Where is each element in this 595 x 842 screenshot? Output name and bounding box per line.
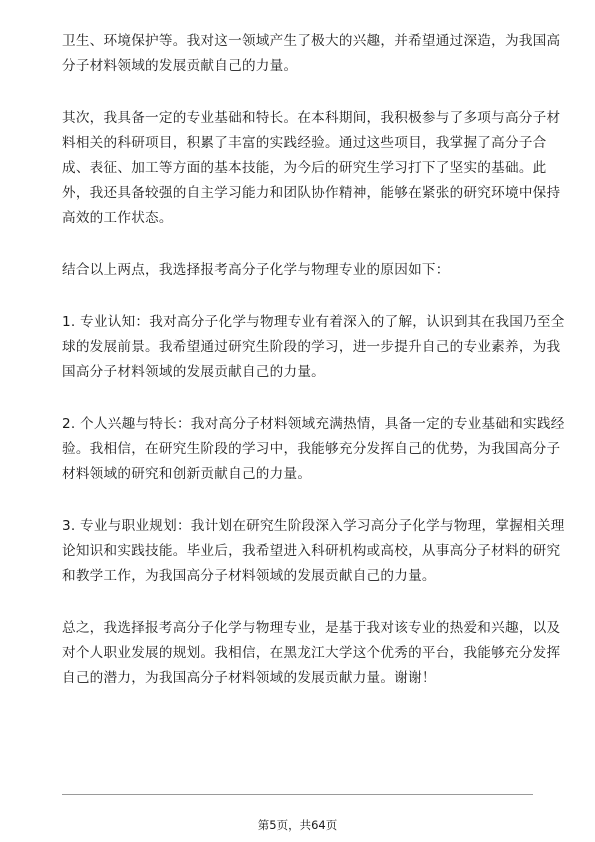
paragraph-3	[62, 258, 542, 283]
paragraph-4	[62, 310, 565, 385]
text-line: 材料领域的研究和创新贡献自己的力量。	[62, 466, 312, 482]
text-line: 总之，我选择报考高分子化学与物理专业，是基于我对该专业的热爱和兴趣，以及	[62, 620, 561, 636]
text-line: 论知识和实践技能。毕业后，我希望进入科研机构或高校，从事高分子材料的研究	[62, 543, 561, 559]
text-line: 国高分子材料领域的发展贡献自己的力量。	[62, 364, 326, 380]
paragraph-5	[62, 412, 565, 487]
text-line: 对个人职业发展的规划。我相信，在黑龙江大学这个优秀的平台，我能够充分发挥	[62, 645, 561, 661]
text-line: 高效的工作状态。	[62, 210, 173, 226]
paragraph-2	[62, 106, 561, 231]
paragraph-6	[62, 514, 565, 589]
text-line: 成、表征、加工等方面的基本技能，为今后的研究生学习打下了坚实的基础。此	[62, 160, 547, 176]
page-number: 第5页，共64页	[257, 818, 338, 832]
paragraph-1	[62, 29, 561, 79]
text-line: 外，我还具备较强的自主学习能力和团队协作精神，能够在紧张的研究环境中保持	[62, 185, 561, 201]
text-line: 自己的潜力，为我国高分子材料领域的发展贡献力量。谢谢！	[62, 670, 436, 686]
text-line: 其次，我具备一定的专业基础和特长。在本科期间，我积极参与了多项与高分子材	[62, 110, 561, 126]
text-line: 分子材料领域的发展贡献自己的力量。	[62, 58, 298, 74]
paragraph-7	[62, 616, 561, 691]
text-line: 料相关的科研项目，积累了丰富的实践经验。通过这些项目，我掌握了高分子合	[62, 135, 547, 151]
text-line: 3. 专业与职业规划：我计划在研究生阶段深入学习高分子化学与物理，掌握相关理	[62, 518, 565, 534]
text-line: 验。我相信，在研究生阶段的学习中，我能够充分发挥自己的优势，为我国高分子	[62, 441, 561, 457]
page-body	[62, 29, 565, 718]
text-line: 1. 专业认知：我对高分子化学与物理专业有着深入的了解，认识到其在我国乃至全	[62, 314, 565, 330]
text-line: 结合以上两点，我选择报考高分子化学与物理专业的原因如下：	[62, 262, 450, 278]
footer-divider	[62, 794, 533, 795]
text-line: 2. 个人兴趣与特长：我对高分子材料领域充满热情，具备一定的专业基础和实践经	[62, 416, 565, 432]
text-line: 和教学工作，为我国高分子材料领域的发展贡献自己的力量。	[62, 568, 436, 584]
text-line: 卫生、环境保护等。我对这一领域产生了极大的兴趣，并希望通过深造，为我国高	[62, 33, 561, 49]
text-line: 球的发展前景。我希望通过研究生阶段的学习，进一步提升自己的专业素养，为我	[62, 339, 561, 355]
